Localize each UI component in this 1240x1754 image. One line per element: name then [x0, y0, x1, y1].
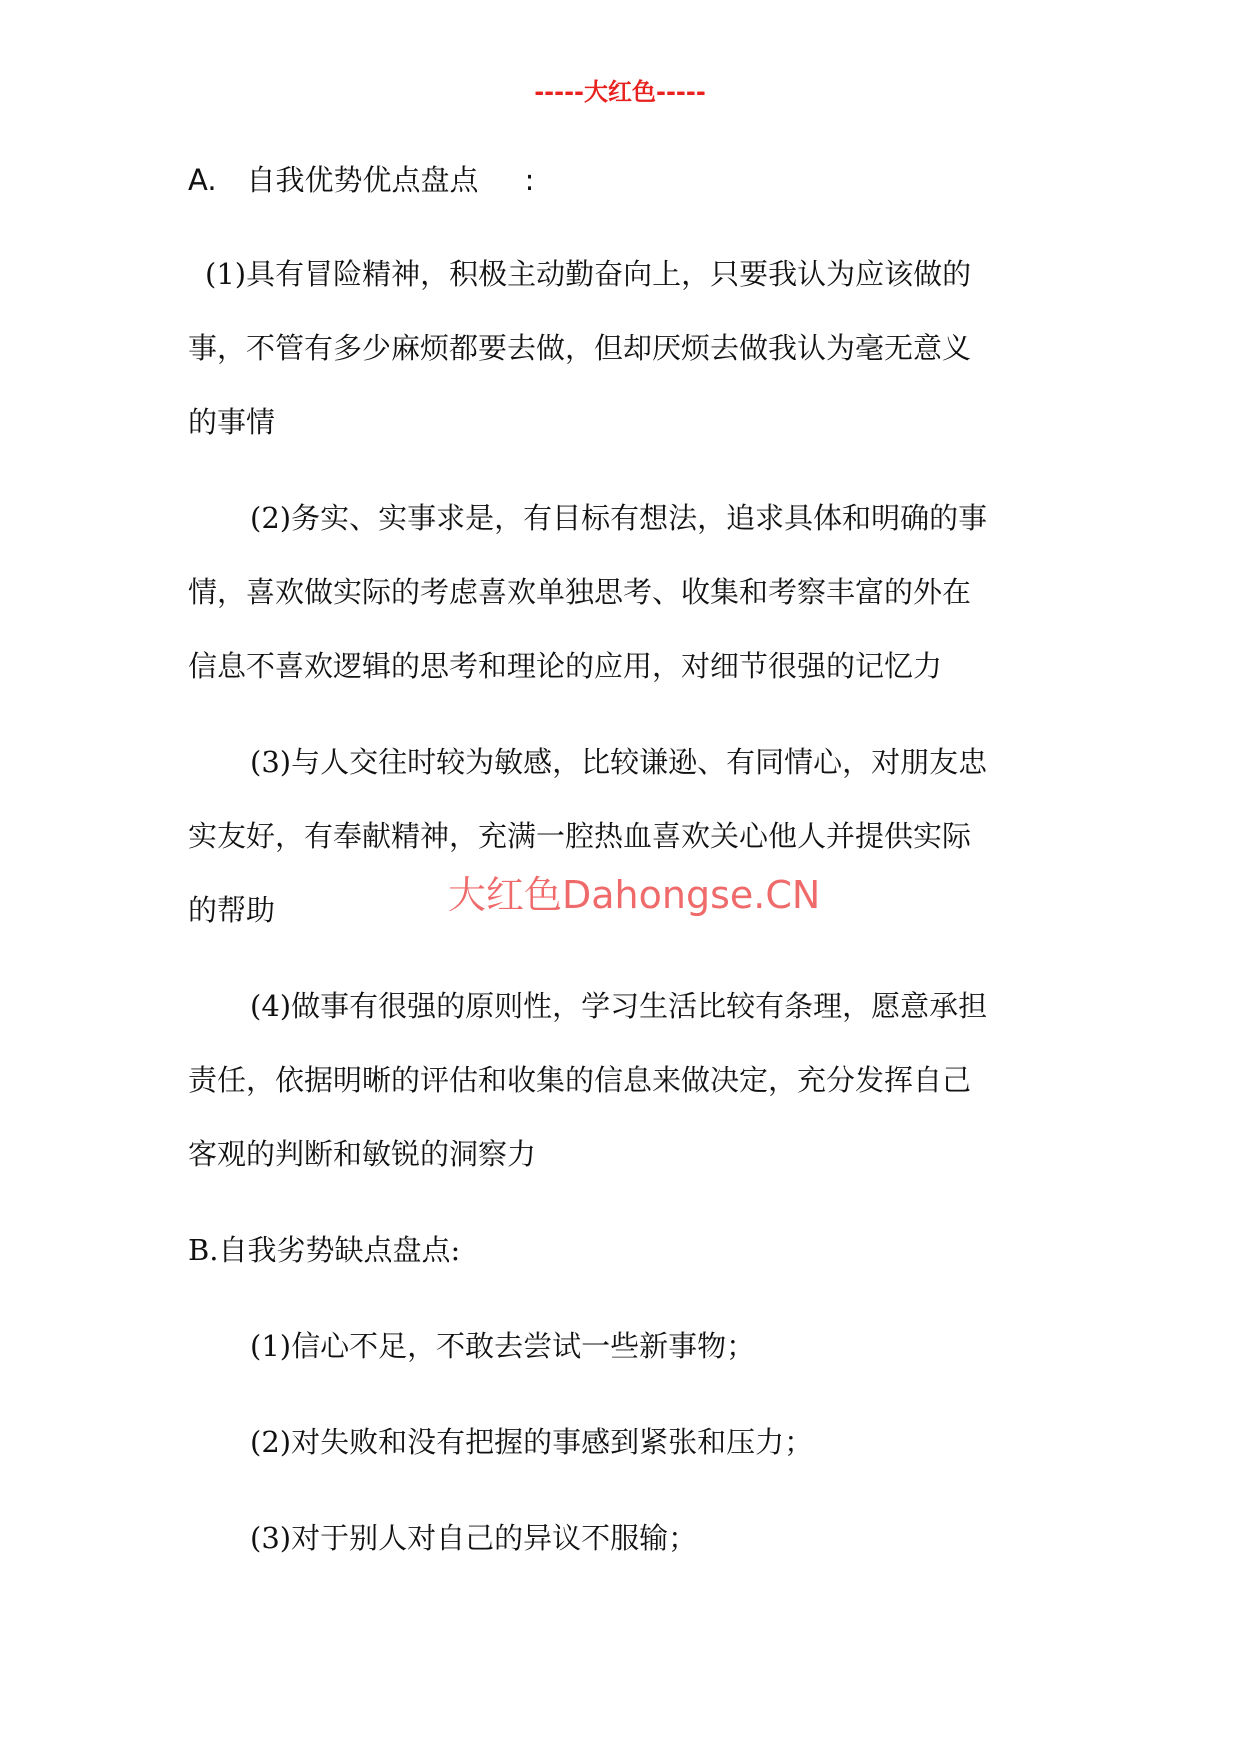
section-a-heading [188, 160, 534, 200]
section-a-item-3-line-1: (3)与人交往时较为敏感，比较谦逊、有同情心，对朋友忠 [250, 745, 988, 779]
section-a-item-2-line-1: (2)务实、实事求是，有目标有想法，追求具体和明确的事 [250, 501, 988, 535]
section-a-item-2-line-2: 情，喜欢做实际的考虑喜欢单独思考、收集和考察丰富的外在 [188, 575, 972, 609]
item-number: (2) [250, 501, 292, 535]
item-number: (3) [250, 1521, 292, 1555]
section-a-item-1-line-2: 事，不管有多少麻烦都要去做，但却厌烦去做我认为毫无意义 [188, 331, 972, 365]
item-number: (2) [250, 1425, 292, 1459]
section-a-item-1-line-1: (1)具有冒险精神，积极主动勤奋向上，只要我认为应该做的 [205, 257, 972, 291]
section-a-title: 自我优势优点盘点 [246, 163, 479, 197]
section-b-heading [188, 1230, 460, 1270]
item-number: (1) [205, 257, 247, 291]
section-b-colon: : [450, 1233, 461, 1267]
section-b-item-3: (3)对于别人对自己的异议不服输； [250, 1521, 698, 1555]
section-a-item-4-line-3: 客观的判断和敏锐的洞察力 [188, 1137, 537, 1171]
item-number: (4) [250, 989, 292, 1023]
item-number: (3) [250, 745, 292, 779]
section-b-item-1: (1)信心不足，不敢去尝试一些新事物； [250, 1329, 756, 1363]
section-b-title: 自我劣势缺点盘点 [218, 1233, 451, 1267]
section-a-item-3-line-3: 的帮助 [188, 893, 276, 927]
section-a-item-3-line-2: 实友好，有奉献精神，充满一腔热血喜欢关心他人并提供实际 [188, 819, 972, 853]
section-a-item-1-line-3: 的事情 [188, 405, 276, 439]
item-number: (1) [250, 1329, 292, 1363]
section-a-item-4-line-1: (4)做事有很强的原则性，学习生活比较有条理，愿意承担 [250, 989, 988, 1023]
section-a-colon: : [524, 163, 535, 197]
section-a-label: A. [188, 163, 217, 197]
header-mark: -----大红色----- [534, 78, 706, 106]
section-b-label: B. [188, 1233, 219, 1267]
section-a-item-4-line-2: 责任，依据明晰的评估和收集的信息来做决定，充分发挥自己 [188, 1063, 972, 1097]
watermark-text: 大红色Dahongse.CN [448, 873, 821, 917]
section-a-item-2-line-3: 信息不喜欢逻辑的思考和理论的应用，对细节很强的记忆力 [188, 649, 943, 683]
section-b-item-2: (2)对失败和没有把握的事感到紧张和压力； [250, 1425, 814, 1459]
